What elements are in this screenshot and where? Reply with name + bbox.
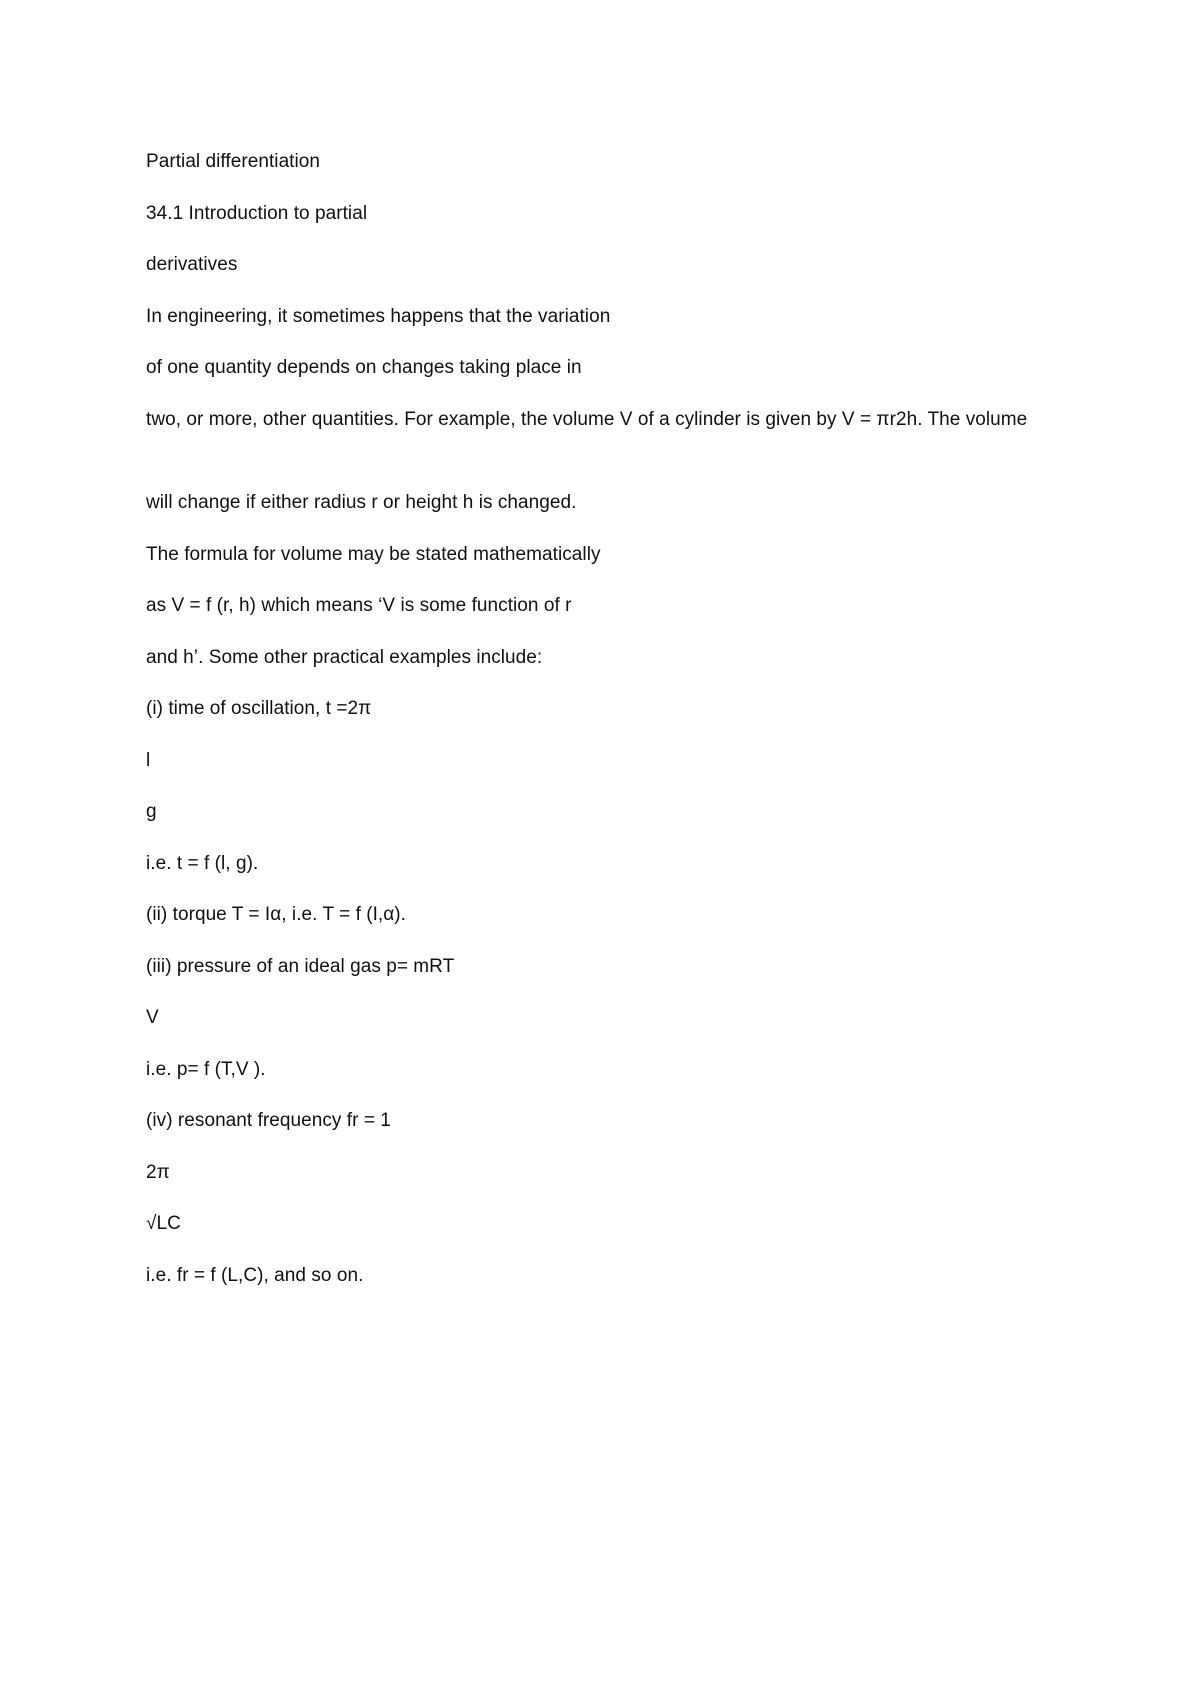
example-line: (iv) resonant frequency fr = 1 [146,1110,391,1131]
example-line: (iii) pressure of an ideal gas p= mRT [146,956,455,977]
paragraph-line: two, or more, other quantities. For example, the volume V of a cylinder is given by V = πr2h. The volume [146,409,1028,430]
formula-fragment: V [146,1007,159,1028]
example-line: i.e. p= f (T,V ). [146,1059,266,1080]
example-line: (ii) torque T = Iα, i.e. T = f (I,α). [146,904,407,925]
formula-fragment: 2π [146,1162,170,1183]
paragraph-line: of one quantity depends on changes taking place in [146,357,582,378]
formula-fragment: g [146,801,157,822]
formula-fragment: √LC [146,1213,181,1234]
paragraph-line: will change if either radius r or height h is changed. [146,492,577,513]
example-line: i.e. t = f (l, g). [146,853,259,874]
document-title: Partial differentiation [146,151,321,172]
paragraph-line: In engineering, it sometimes happens that the variation [146,306,611,327]
paragraph-line: as V = f (r, h) which means ‘V is some function of r [146,595,572,616]
section-heading-continued: derivatives [146,254,238,275]
paragraph-line: and h’. Some other practical examples include: [146,647,543,668]
example-line: i.e. fr = f (L,C), and so on. [146,1265,364,1286]
section-heading: 34.1 Introduction to partial [146,203,368,224]
formula-fragment: l [146,750,151,771]
paragraph-line: The formula for volume may be stated mathematically [146,544,601,565]
example-line: (i) time of oscillation, t =2π [146,698,372,719]
